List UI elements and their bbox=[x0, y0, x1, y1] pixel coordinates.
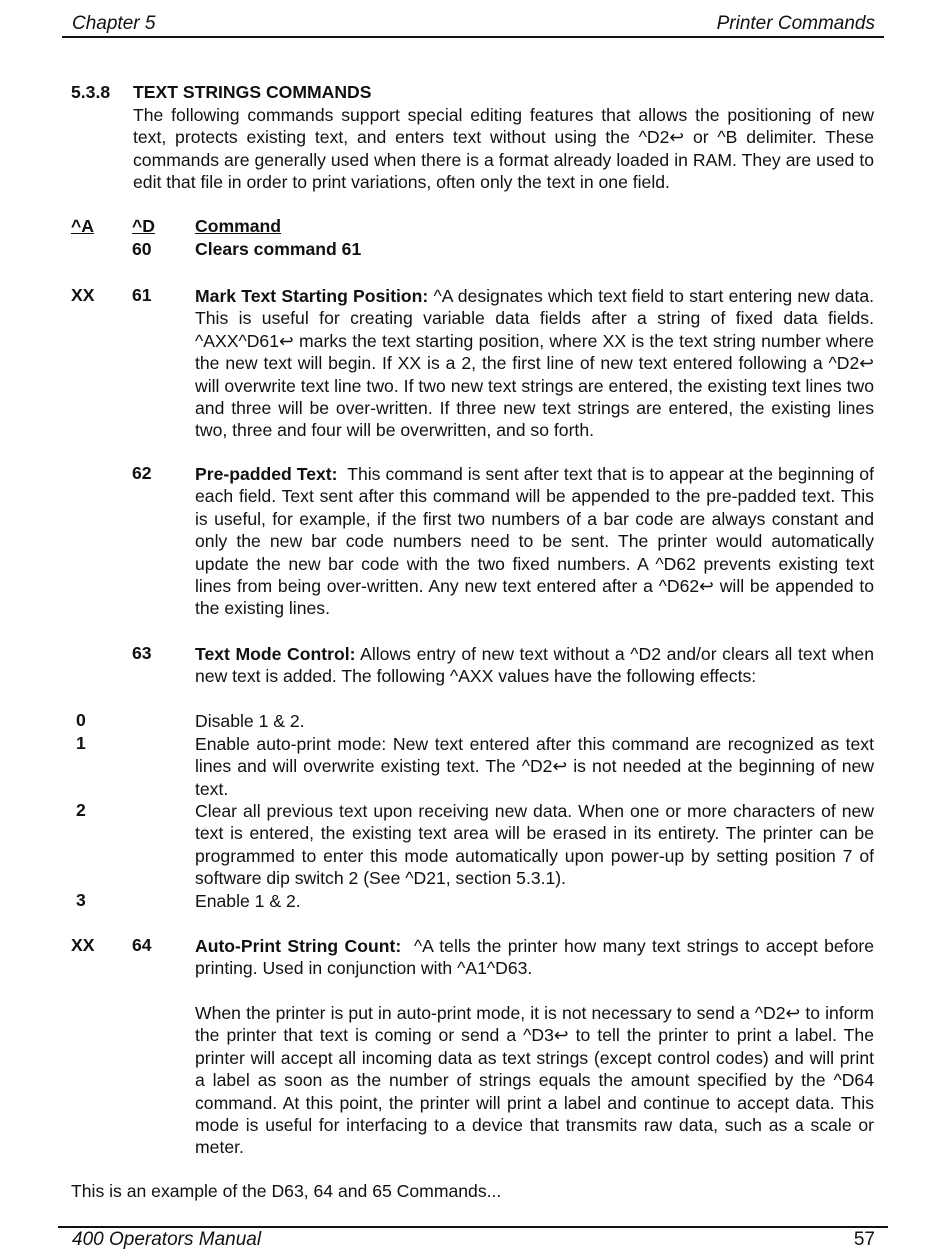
command-61-text: ^A designates which text field to start entering new data. This is useful for creating variable data fields after a string of fixed data fields. ^AXX^D61↩ marks the text starting position, where XX is the text string number where the new text will begin. If XX is a 2, the first line of new text entered following a ^D2↩ will overwrite text line two. If two new text strings are entered, the existing text lines two and three will be over-written. If three new text strings are entered, the existing lines two, three and four will be overwritten, and so forth. bbox=[195, 286, 875, 441]
mode-text-1: Enable auto-print mode: New text entered after this command are recognized as text lines and will overwrite existing text. The ^D2↩ is not needed at the beginning of new text. bbox=[195, 734, 874, 799]
footer-manual-title: 400 Operators Manual bbox=[72, 1229, 262, 1250]
mode-text-3: Enable 1 & 2. bbox=[195, 891, 301, 911]
command-64-a-value: XX bbox=[71, 935, 95, 955]
header-section-name: Printer Commands bbox=[716, 13, 875, 34]
command-63-description bbox=[195, 643, 874, 688]
mode-text-2: Clear all previous text upon receiving new data. When one or more characters of new text is entered, the existing text area will be erased in its entirety. The printer can be programmed to enter this mode automatically upon power-up by setting position 7 of software dip switch 2 (See ^D21, section 5.3.1). bbox=[195, 801, 874, 889]
mode-value-0: 0 bbox=[76, 710, 86, 730]
mode-value-2: 2 bbox=[76, 800, 86, 820]
footer-rule bbox=[58, 1226, 888, 1228]
column-header-command: Command bbox=[195, 216, 282, 236]
command-60-code: 60 bbox=[132, 239, 152, 259]
command-64-title: Auto-Print String Count: bbox=[195, 936, 402, 956]
mode-text-0: Disable 1 & 2. bbox=[195, 711, 305, 731]
section-title: TEXT STRINGS COMMANDS bbox=[133, 82, 372, 102]
column-header-a: ^A bbox=[71, 216, 94, 236]
command-63-code: 63 bbox=[132, 643, 152, 663]
command-63-title: Text Mode Control: bbox=[195, 644, 356, 664]
command-64-paragraph-2: When the printer is put in auto-print mode, it is not necessary to send a ^D2↩ to inform the printer that text is coming or send a ^D3↩ to tell the printer to print a label. The printer will accept all incoming data as text strings (except control codes) and will print a label as soon as the number of strings equals the amount specified by the ^D64 command. At this point, the printer will print a label and continue to accept data. This mode is useful for interfacing to a device that transmits raw data, such as a scale or meter. bbox=[195, 1003, 874, 1158]
command-62-title: Pre-padded Text: bbox=[195, 464, 338, 484]
section-number: 5.3.8 bbox=[71, 82, 111, 102]
command-61-title: Mark Text Starting Position: bbox=[195, 286, 429, 306]
command-63-text: Allows entry of new text without a ^D2 and/or clears all text when new text is added. The following ^AXX values have the following effects: bbox=[195, 644, 875, 687]
command-62-description bbox=[195, 463, 874, 620]
section-intro: The following commands support special editing features that allows the positioning of new text, protects existing text, and enters text without using the ^D2↩ or ^B delimiter. These commands are generally used when there is a format already loaded in RAM. They are used to edit that file in order to print variations, often only the text in one field. bbox=[133, 105, 874, 193]
column-header-d: ^D bbox=[132, 216, 155, 236]
command-64-description bbox=[195, 935, 874, 980]
header-rule bbox=[62, 36, 884, 38]
command-64-code: 64 bbox=[132, 935, 152, 955]
command-60-title: Clears command 61 bbox=[195, 239, 362, 259]
command-64-text: ^A tells the printer how many text strings to accept before printing. Used in conjunction with ^A1^D63. bbox=[195, 936, 874, 979]
command-61-description bbox=[195, 285, 874, 442]
mode-value-3: 3 bbox=[76, 890, 86, 910]
command-61-code: 61 bbox=[132, 285, 152, 305]
closing-text: This is an example of the D63, 64 and 65 Commands... bbox=[71, 1181, 502, 1201]
footer-page-number: 57 bbox=[853, 1229, 875, 1250]
command-62-text: This command is sent after text that is to appear at the beginning of each field. Text sent after this command will be appended to the pre-padded text. This is useful, for example, if the first two numbers of a bar code are always constant and only the new bar code numbers need to be sent. The printer would automatically update the new bar code with the two fixed numbers. A ^D62 prevents existing text lines from being over-written. Any new text entered after a ^D62↩ will be appended to the existing lines. bbox=[195, 464, 874, 619]
command-62-code: 62 bbox=[132, 463, 152, 483]
command-61-a-value: XX bbox=[71, 285, 95, 305]
mode-value-1: 1 bbox=[76, 733, 86, 753]
header-chapter: Chapter 5 bbox=[72, 13, 156, 34]
